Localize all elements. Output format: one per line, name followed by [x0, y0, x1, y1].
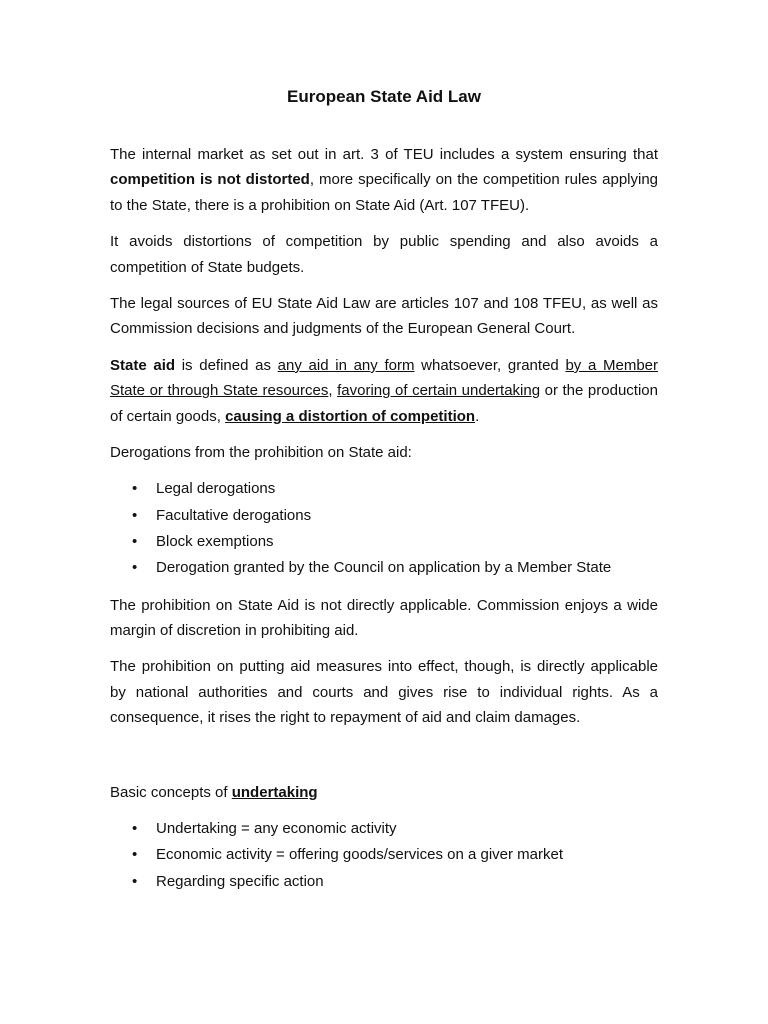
- bullet-icon: •: [132, 846, 138, 864]
- list-item-text: Undertaking = any economic activity: [156, 820, 397, 838]
- bold-phrase: State aid: [110, 356, 176, 374]
- document-page: [110, 86, 658, 906]
- underlined-phrase: any aid in any form: [277, 356, 415, 374]
- underlined-phrase: favoring of certain undertaking: [337, 382, 541, 400]
- list-item-text: Regarding specific action: [156, 872, 324, 890]
- paragraph-not-directly-applicable: The prohibition on State Aid is not directly applicable. Commission enjoys a wide margin of discretion in prohibiting aid.: [110, 596, 658, 640]
- paragraph-legal-sources: The legal sources of EU State Aid Law are articles 107 and 108 TFEU, as well as Commission decisions and judgments of the European General Court.: [110, 295, 658, 338]
- bold-phrase: competition is not distorted: [110, 171, 310, 189]
- bullet-icon: •: [132, 533, 138, 551]
- list-item-text: Legal derogations: [156, 480, 276, 498]
- text-span: Basic concepts of: [110, 783, 232, 801]
- bold-underlined-phrase: undertaking: [231, 783, 318, 801]
- list-item: [110, 816, 658, 842]
- text-span: .: [475, 407, 480, 425]
- bullet-icon: •: [132, 872, 138, 890]
- paragraph-distortions: It avoids distortions of competition by public spending and also avoids a competition of State budgets.: [110, 233, 658, 276]
- underlined-phrase: by a Member State or through State resources: [110, 356, 658, 400]
- list-item-text: Economic activity = offering goods/services on a giver market: [156, 846, 563, 864]
- text-span: is defined as: [175, 356, 278, 374]
- paragraph-directly-applicable: The prohibition on putting aid measures into effect, though, is directly applicable by national authorities and courts and gives rise to individual rights. As a consequence, it rises the right to repayment of aid and claim damages.: [110, 658, 658, 727]
- bullet-icon: •: [132, 820, 138, 838]
- paragraph-basic-concepts: [110, 780, 658, 805]
- paragraph-state-aid-definition: [110, 353, 658, 429]
- list-item: [110, 842, 658, 868]
- bold-underlined-phrase: causing a distortion of competition: [225, 407, 476, 425]
- list-item-text: Block exemptions: [156, 533, 274, 551]
- list-item: [110, 503, 658, 529]
- list-item: [110, 869, 658, 895]
- paragraph-internal-market: [110, 142, 658, 218]
- text-span: , more specifically on the competition rules applying to the State, there is a prohibition on State Aid (Art. 107 TFEU).: [110, 171, 659, 214]
- list-item: [110, 555, 658, 581]
- paragraph-derogations-intro: Derogations from the prohibition on State aid:: [110, 444, 412, 462]
- list-item: [110, 529, 658, 555]
- concepts-list: [110, 816, 658, 895]
- text-span: whatsoever, granted: [414, 356, 566, 374]
- bullet-icon: •: [132, 506, 138, 524]
- text-span: or the production of certain goods,: [110, 382, 658, 425]
- list-item: [110, 476, 658, 502]
- text-span: The internal market as set out in art. 3 of TEU includes a system ensuring that: [110, 146, 658, 163]
- list-item-text: Derogation granted by the Council on application by a Member State: [156, 559, 612, 577]
- derogations-list: [110, 476, 658, 581]
- document-title: European State Aid Law: [287, 87, 481, 106]
- bullet-icon: •: [132, 559, 138, 577]
- list-item-text: Facultative derogations: [156, 506, 312, 524]
- text-span: ,: [328, 382, 338, 400]
- spacer: [110, 742, 658, 780]
- bullet-icon: •: [132, 480, 138, 498]
